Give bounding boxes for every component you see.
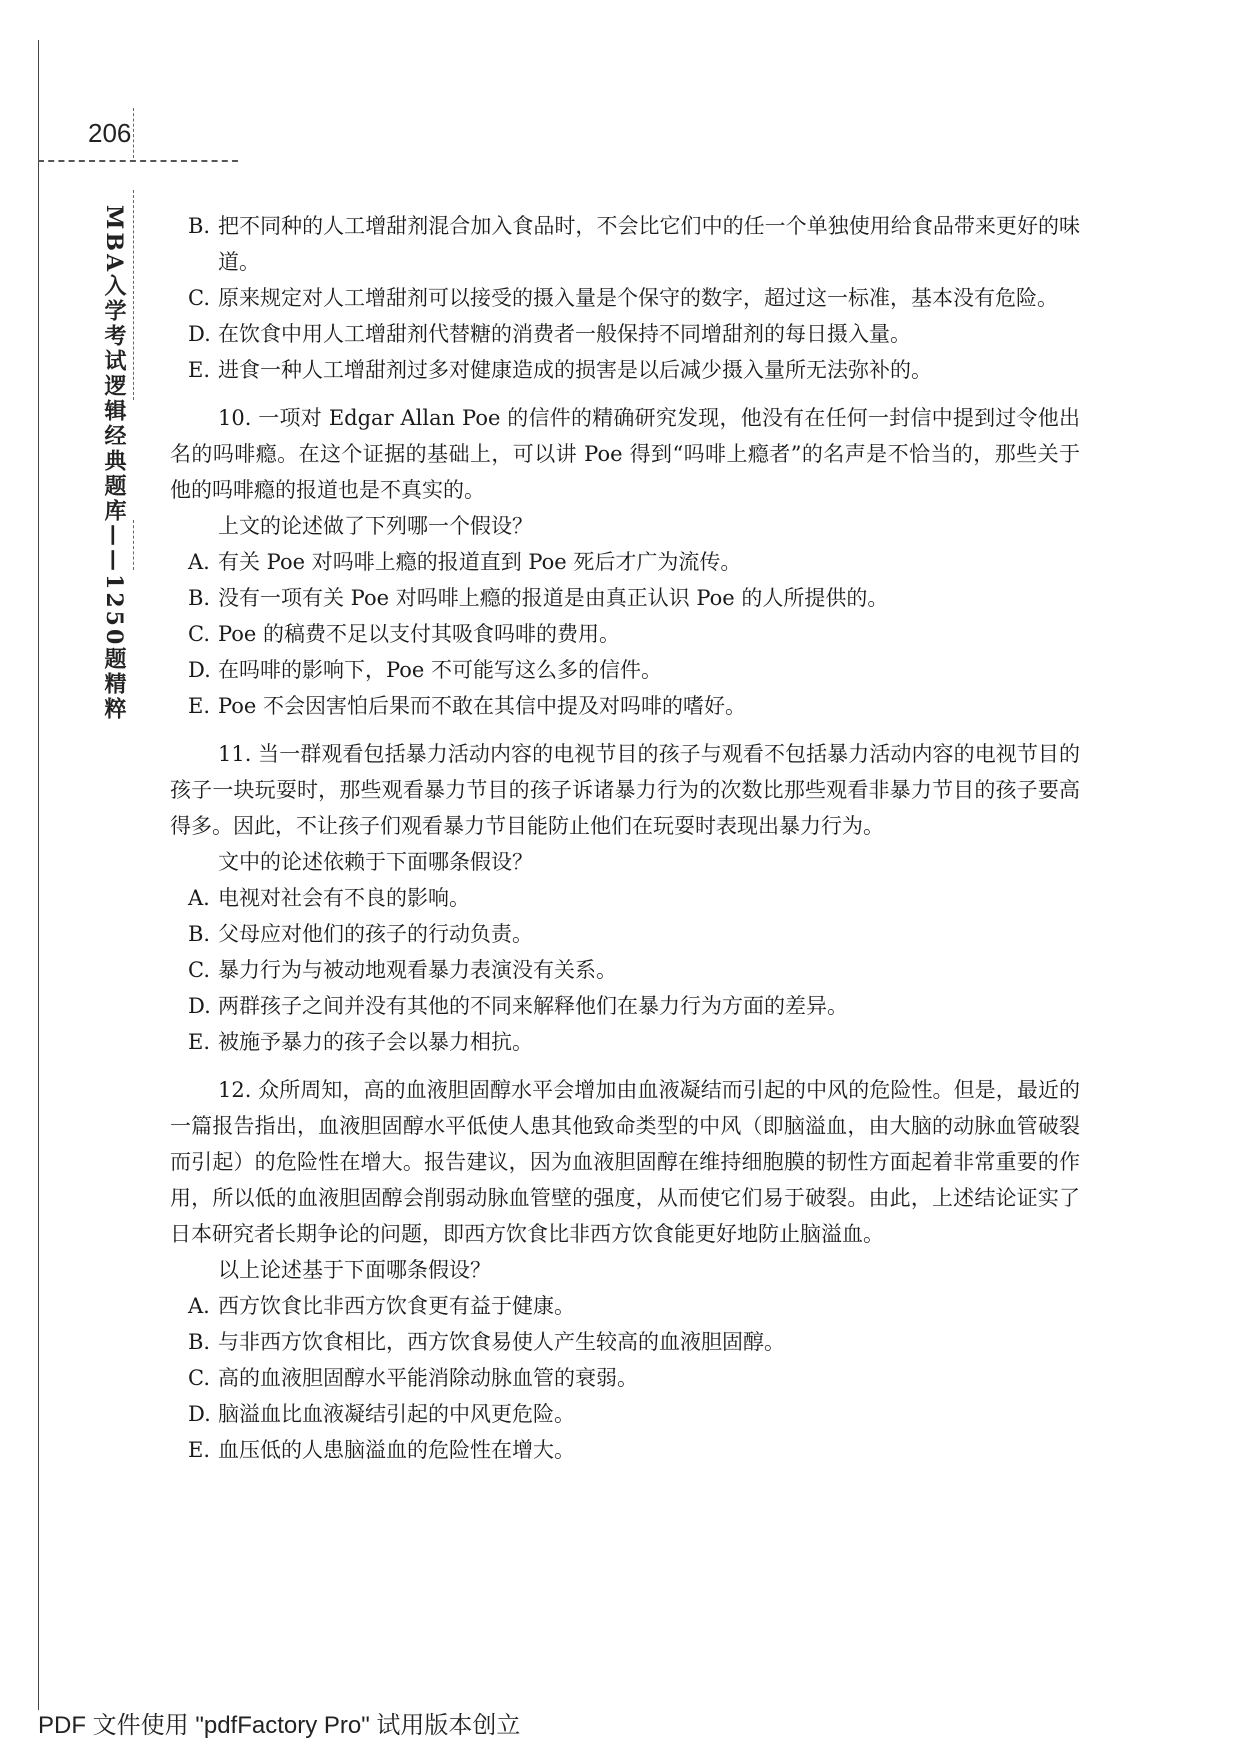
option-label: B. [188,586,211,610]
option-c [170,616,1080,652]
option-e [170,688,1080,724]
option-a [170,1288,1080,1324]
option-e [170,1432,1080,1468]
option-label: B. [188,1330,211,1354]
question-stem: 11. 当一群观看包括暴力活动内容的电视节目的孩子与观看不包括暴力活动内容的电视节目的孩子一块玩耍时，那些观看暴力节目的孩子诉诸暴力行为的次数比那些观看非暴力节目的孩子要高得多。因此，不让孩子们观看暴力节目能防止他们在玩耍时表现出暴力行为。 [170,742,1080,838]
option-text: 电视对社会有不良的影响。 [218,886,470,910]
header-dash-line [38,160,238,162]
question-9-options [170,208,1080,388]
option-d [170,988,1080,1024]
option-label: D. [188,322,211,346]
option-b [170,208,1080,280]
option-d [170,652,1080,688]
option-text: 没有一项有关 Poe 对吗啡上瘾的报道是由真正认识 Poe 的人所提供的。 [218,586,889,610]
option-text: 高的血液胆固醇水平能消除动脉血管的衰弱。 [218,1366,638,1390]
option-label: C. [188,622,210,646]
question-12 [170,1072,1080,1468]
option-label: E. [188,358,211,382]
option-d [170,316,1080,352]
option-text: 两群孩子之间并没有其他的不同来解释他们在暴力行为方面的差异。 [218,994,848,1018]
option-c [170,280,1080,316]
pdf-watermark-footer: PDF 文件使用 "pdfFactory Pro" 试用版本创立 [38,1712,521,1739]
option-label: A. [188,1294,210,1318]
option-text: 在吗啡的影响下，Poe 不可能写这么多的信件。 [218,658,663,682]
option-label: A. [188,550,210,574]
option-text: 父母应对他们的孩子的行动负责。 [218,922,533,946]
option-c [170,1360,1080,1396]
question-10 [170,400,1080,724]
option-label: C. [188,286,210,310]
option-label: A. [188,886,210,910]
option-label: B. [188,922,211,946]
question-stem: 10. 一项对 Edgar Allan Poe 的信件的精确研究发现，他没有在任何一封信中提到过令他出名的吗啡瘾。在这个证据的基础上，可以讲 Poe 得到“吗啡上瘾者”的名声是不恰当的，那些关于他的吗啡瘾的报道也是不真实的。 [170,406,1080,502]
option-text: 进食一种人工增甜剂过多对健康造成的损害是以后减少摄入量所无法弥补的。 [218,358,932,382]
option-text: 有关 Poe 对吗啡上瘾的报道直到 Poe 死后才广为流传。 [218,550,742,574]
margin-dashed-rule-bottom [133,520,134,570]
option-label: C. [188,1366,210,1390]
margin-dashed-rule-middle [133,190,134,400]
option-a [170,880,1080,916]
option-label: E. [188,1030,211,1054]
option-b [170,1324,1080,1360]
question-prompt: 以上论述基于下面哪条假设？ [218,1258,491,1282]
left-margin-rule [38,40,39,1710]
book-side-title: MBA入学考试逻辑经典题库——1250题精粹 [101,205,127,723]
option-text: 原来规定对人工增甜剂可以接受的摄入量是个保守的数字，超过这一标准，基本没有危险。 [218,286,1058,310]
option-text: 在饮食中用人工增甜剂代替糖的消费者一般保持不同增甜剂的每日摄入量。 [218,322,911,346]
option-label: D. [188,994,211,1018]
option-e [170,352,1080,388]
option-e [170,1024,1080,1060]
option-text: Poe 不会因害怕后果而不敢在其信中提及对吗啡的嗜好。 [218,694,747,718]
option-text: 血压低的人患脑溢血的危险性在增大。 [218,1438,575,1462]
option-label: E. [188,694,211,718]
option-d [170,1396,1080,1432]
question-stem: 12. 众所周知，高的血液胆固醇水平会增加由血液凝结而引起的中风的危险性。但是，最近的一篇报告指出，血液胆固醇水平低使人患其他致命类型的中风（即脑溢血，由大脑的动脉血管破裂而引起）的危险性在增大。报告建议，因为血液胆固醇在维持细胞膜的韧性方面起着非常重要的作用，所以低的血液胆固醇会削弱动脉血管壁的强度，从而使它们易于破裂。由此，上述结论证实了日本研究者长期争论的问题，即西方饮食比非西方饮食能更好地防止脑溢血。 [170,1078,1080,1246]
option-text: 被施予暴力的孩子会以暴力相抗。 [218,1030,533,1054]
question-prompt: 文中的论述依赖于下面哪条假设？ [218,850,533,874]
option-label: D. [188,658,211,682]
question-11 [170,736,1080,1060]
option-text: Poe 的稿费不足以支付其吸食吗啡的费用。 [218,622,621,646]
option-text: 把不同种的人工增甜剂混合加入食品时，不会比它们中的任一个单独使用给食品带来更好的味道。 [218,214,1080,274]
page-number: 206 [88,118,132,148]
option-label: C. [188,958,210,982]
option-b [170,916,1080,952]
question-prompt: 上文的论述做了下列哪一个假设？ [218,514,533,538]
option-text: 西方饮食比非西方饮食更有益于健康。 [218,1294,575,1318]
option-text: 脑溢血比血液凝结引起的中风更危险。 [218,1402,575,1426]
option-label: E. [188,1438,211,1462]
option-label: B. [188,214,211,238]
option-label: D. [188,1402,211,1426]
option-a [170,544,1080,580]
option-text: 与非西方饮食相比，西方饮食易使人产生较高的血液胆固醇。 [218,1330,785,1354]
margin-dashed-rule-top [133,108,134,158]
option-text: 暴力行为与被动地观看暴力表演没有关系。 [218,958,617,982]
page-content [170,208,1080,1468]
option-b [170,580,1080,616]
option-c [170,952,1080,988]
